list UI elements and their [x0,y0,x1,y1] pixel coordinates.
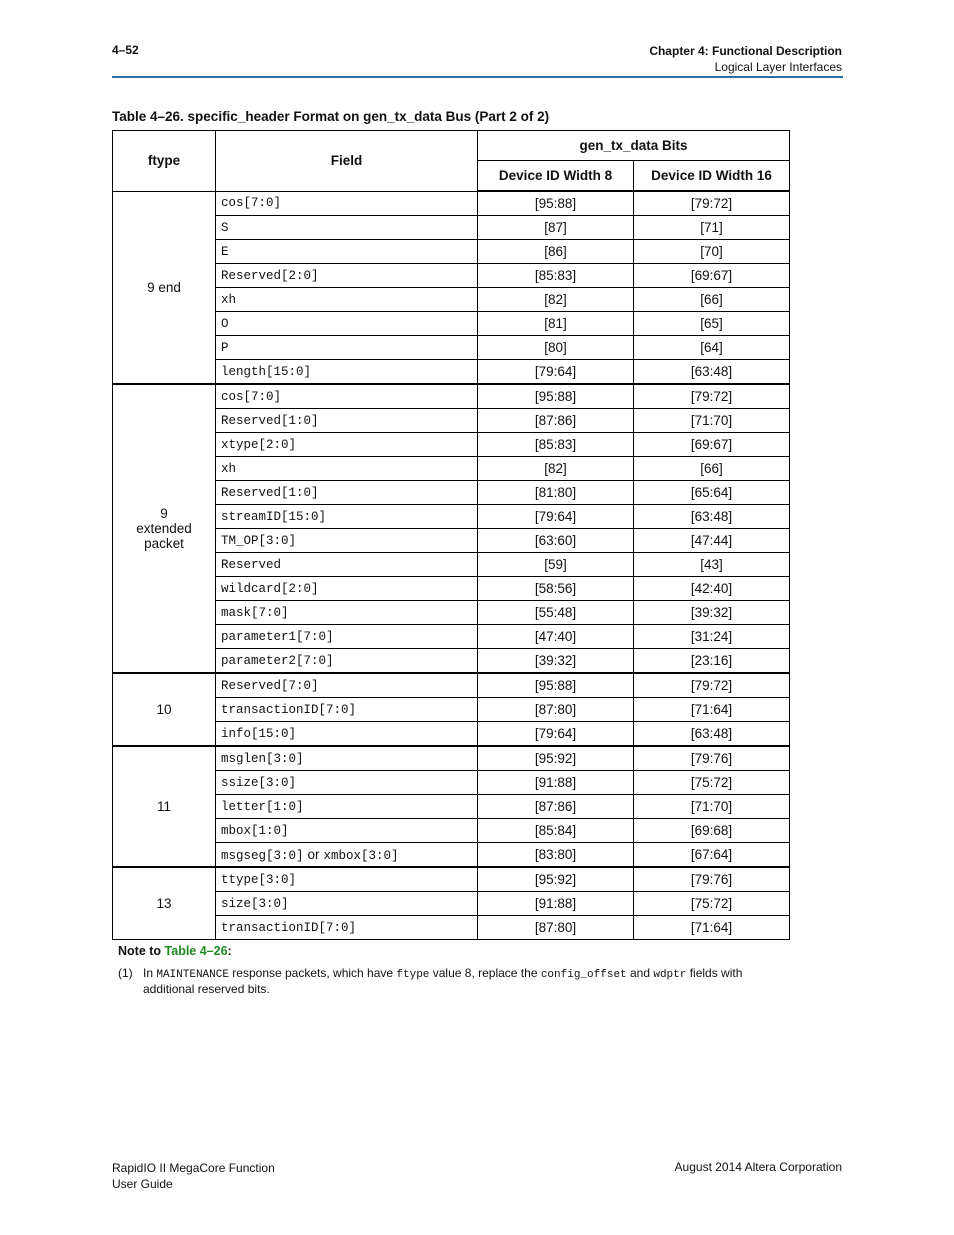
note-heading-colon: : [227,944,232,958]
bits-width-8-cell: [87:80] [478,916,634,940]
bits-width-8-cell: [85:83] [478,264,634,288]
field-or: or [307,846,320,862]
bits-width-16-cell: [69:67] [634,433,790,457]
note-text-part: and [626,966,654,980]
bits-width-16-cell: [75:72] [634,892,790,916]
bits-width-8-cell: [85:83] [478,433,634,457]
field-cell: cos[7:0] [216,384,478,409]
running-header [649,43,842,75]
bits-width-16-cell: [66] [634,288,790,312]
note-code: config_offset [540,969,627,981]
bits-width-8-cell: [95:88] [478,673,634,698]
footer-doc: User Guide [112,1177,173,1191]
bits-width-8-cell: [81] [478,312,634,336]
note-heading [118,944,232,958]
bits-width-16-cell: [64] [634,336,790,360]
bits-width-8-cell: [95:92] [478,746,634,771]
bits-width-16-cell: [79:76] [634,867,790,892]
bits-width-16-cell: [47:44] [634,529,790,553]
table-link[interactable]: Table 4–26 [164,944,228,958]
bits-width-16-cell: [79:72] [634,384,790,409]
ftype-cell: 9 extended packet [113,384,216,673]
note-text-part: response packets, which have [228,966,397,980]
col-header-gen-tx-data-bits: gen_tx_data Bits [478,131,790,161]
field-cell: P [216,336,478,360]
col-header-ftype: ftype [113,131,216,192]
field-cell: Reserved[7:0] [216,673,478,698]
field-cell: parameter2[7:0] [216,649,478,674]
field-name: xmbox[3:0] [323,848,399,863]
table-row [113,673,790,698]
bits-width-16-cell: [71:70] [634,795,790,819]
field-cell: xtype[2:0] [216,433,478,457]
field-cell: size[3:0] [216,892,478,916]
note-text-part: fields with additional reserved bits. [143,966,743,996]
field-cell: cos[7:0] [216,191,478,216]
table-caption: Table 4–26. specific_header Format on gen_tx_data Bus (Part 2 of 2) [112,109,550,124]
field-cell: TM_OP[3:0] [216,529,478,553]
bits-width-16-cell: [71:70] [634,409,790,433]
field-cell: info[15:0] [216,722,478,747]
bits-width-8-cell: [81:80] [478,481,634,505]
field-cell: xh [216,457,478,481]
bits-width-8-cell: [79:64] [478,722,634,747]
bits-width-16-cell: [39:32] [634,601,790,625]
bits-width-8-cell: [39:32] [478,649,634,674]
chapter-title: Chapter 4: Functional Description [649,44,842,58]
bits-width-8-cell: [58:56] [478,577,634,601]
col-header-width-16: Device ID Width 16 [634,161,790,192]
note-text-part: value 8, replace the [429,966,541,980]
bits-width-8-cell: [55:48] [478,601,634,625]
footer-left [112,1160,275,1192]
col-header-width-8: Device ID Width 8 [478,161,634,192]
bits-width-16-cell: [69:68] [634,819,790,843]
footer-product: RapidIO II MegaCore Function [112,1161,275,1175]
field-name: msgseg[3:0] [221,848,304,863]
note-heading-text: Note to [118,944,165,958]
bits-width-16-cell: [23:16] [634,649,790,674]
field-cell: transactionID[7:0] [216,916,478,940]
bits-width-8-cell: [86] [478,240,634,264]
bits-width-8-cell: [87:86] [478,409,634,433]
table-body [113,191,790,940]
bits-width-8-cell: [95:92] [478,867,634,892]
field-cell: E [216,240,478,264]
table-row [113,384,790,409]
bits-width-8-cell: [59] [478,553,634,577]
field-cell: parameter1[7:0] [216,625,478,649]
bits-width-16-cell: [65:64] [634,481,790,505]
bits-width-16-cell: [63:48] [634,722,790,747]
field-cell: xh [216,288,478,312]
bits-width-8-cell: [87] [478,216,634,240]
note-text-part: In [143,966,157,980]
bits-width-8-cell: [79:64] [478,505,634,529]
bits-width-8-cell: [82] [478,457,634,481]
bits-width-16-cell: [66] [634,457,790,481]
field-cell: ssize[3:0] [216,771,478,795]
bits-width-8-cell: [87:80] [478,698,634,722]
field-cell: Reserved[1:0] [216,481,478,505]
bits-width-16-cell: [75:72] [634,771,790,795]
bits-width-16-cell: [42:40] [634,577,790,601]
field-cell: Reserved [216,553,478,577]
ftype-cell: 11 [113,746,216,867]
bits-width-16-cell: [71] [634,216,790,240]
bits-width-8-cell: [47:40] [478,625,634,649]
field-cell: Reserved[1:0] [216,409,478,433]
field-cell: Reserved[2:0] [216,264,478,288]
bits-width-8-cell: [95:88] [478,384,634,409]
bits-width-8-cell: [63:60] [478,529,634,553]
bits-width-16-cell: [71:64] [634,916,790,940]
bits-width-16-cell: [71:64] [634,698,790,722]
bits-width-16-cell: [65] [634,312,790,336]
section-title: Logical Layer Interfaces [714,60,842,74]
bits-width-8-cell: [95:88] [478,191,634,216]
field-cell: transactionID[7:0] [216,698,478,722]
bits-width-8-cell: [80] [478,336,634,360]
field-cell: length[15:0] [216,360,478,385]
field-cell [216,843,478,868]
note-code: wdptr [653,969,687,981]
bits-width-16-cell: [79:72] [634,191,790,216]
bits-width-8-cell: [83:80] [478,843,634,868]
note-code: MAINTENANCE [156,969,229,981]
field-cell: streamID[15:0] [216,505,478,529]
field-cell: mask[7:0] [216,601,478,625]
bits-width-8-cell: [82] [478,288,634,312]
field-cell: O [216,312,478,336]
bits-width-16-cell: [69:67] [634,264,790,288]
ftype-cell: 9 end [113,191,216,384]
page-number: 4–52 [112,43,139,57]
table-row [113,867,790,892]
table-row [113,746,790,771]
table-row [113,191,790,216]
note-text [143,966,783,996]
field-cell: msglen[3:0] [216,746,478,771]
note-number: (1) [118,966,133,980]
bits-width-8-cell: [91:88] [478,892,634,916]
bits-width-8-cell: [87:86] [478,795,634,819]
field-cell: letter[1:0] [216,795,478,819]
field-cell: mbox[1:0] [216,819,478,843]
bits-width-16-cell: [63:48] [634,505,790,529]
bits-width-8-cell: [79:64] [478,360,634,385]
field-cell: ttype[3:0] [216,867,478,892]
bits-width-16-cell: [43] [634,553,790,577]
bits-width-16-cell: [70] [634,240,790,264]
bits-width-16-cell: [67:64] [634,843,790,868]
note-code: ftype [396,969,430,981]
ftype-cell: 13 [113,867,216,940]
bits-width-8-cell: [85:84] [478,819,634,843]
footer-right: August 2014 Altera Corporation [674,1160,842,1174]
bits-width-16-cell: [79:76] [634,746,790,771]
bits-width-16-cell: [31:24] [634,625,790,649]
specific-header-table [112,130,790,940]
ftype-cell: 10 [113,673,216,746]
field-cell: wildcard[2:0] [216,577,478,601]
col-header-field: Field [216,131,478,192]
bits-width-16-cell: [63:48] [634,360,790,385]
bits-width-8-cell: [91:88] [478,771,634,795]
bits-width-16-cell: [79:72] [634,673,790,698]
field-cell: S [216,216,478,240]
header-rule [112,76,843,78]
